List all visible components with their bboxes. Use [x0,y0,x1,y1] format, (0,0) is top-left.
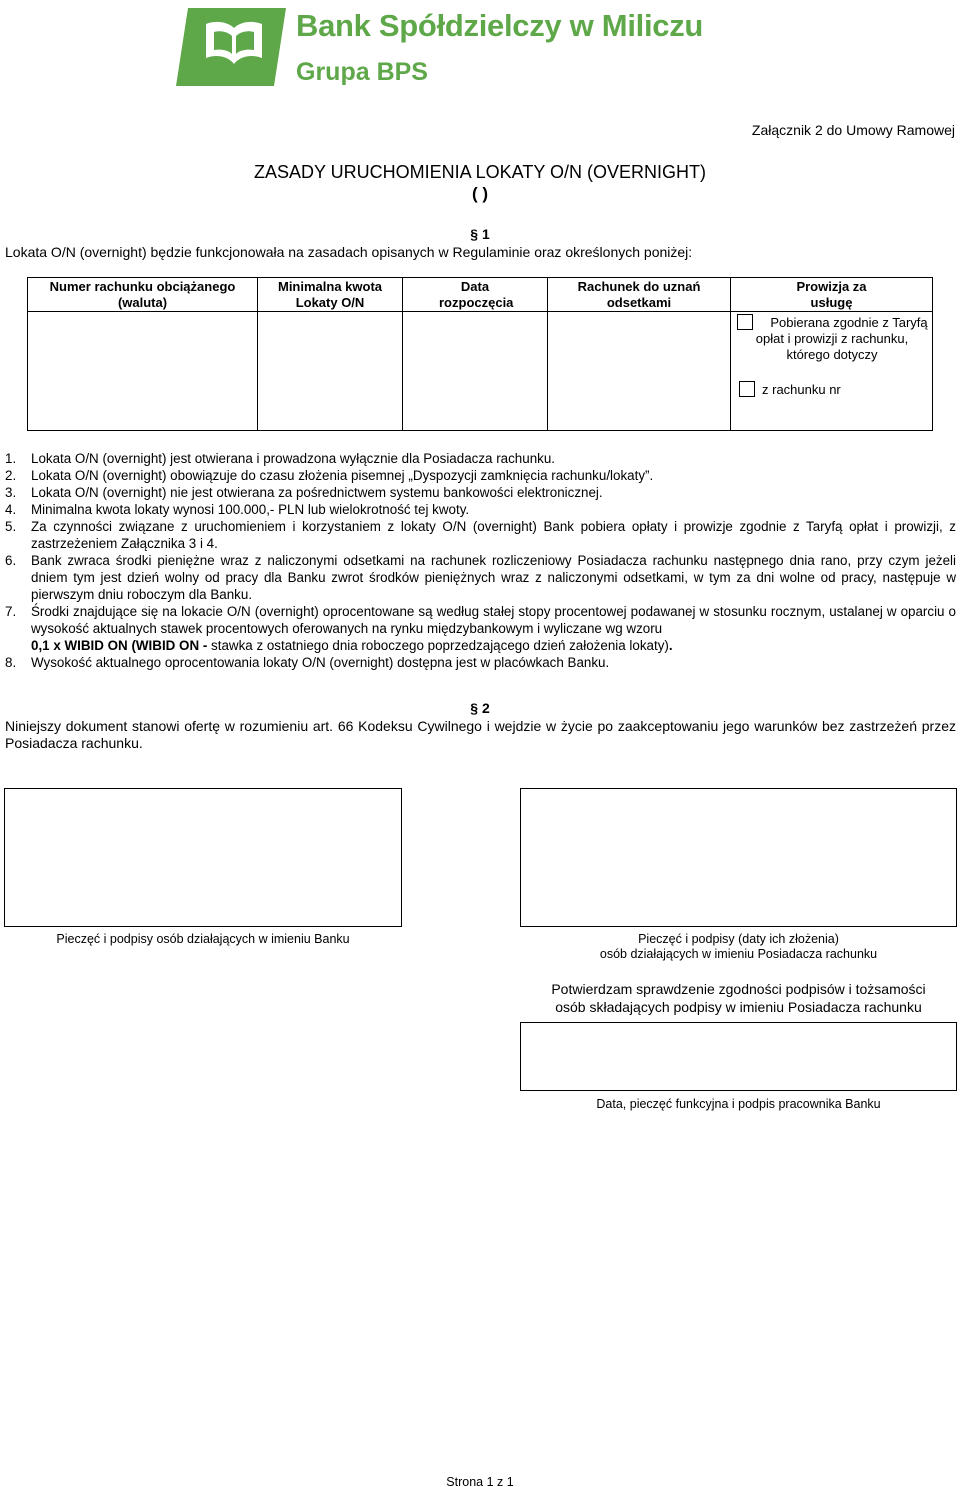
list-item: 1. Lokata O/N (overnight) jest otwierana i prowadzona wyłącznie dla Posiadacza rachunku. [5,451,556,466]
list-item: 3. Lokata O/N (overnight) nie jest otwierana za pośrednictwem systemu bankowości elektronicznej. [5,485,603,500]
bank-name: Bank Spółdzielczy w Miliczu [296,8,704,43]
rules-list [5,450,956,671]
account-checkbox[interactable] [739,381,755,397]
employee-signature-caption: Data, pieczęć funkcyjna i podpis pracownika Banku [596,1097,881,1111]
bank-signature-caption: Pieczęć i podpisy osób działających w imieniu Banku [56,932,350,946]
list-item: 6. Bank zwraca środki pieniężne wraz z naliczonymi odsetkami na rachunek rozliczeniowy Posiadacza rachunku następnego dnia rano, przy czym jeżeli dniem tym jest dzień wolny od pracy dla Banku zwrot środków pieniężnych wraz z naliczonymi odsetkami, w tym za dni wolne od pracy, następuje w pierwszym dniu roboczym dla Banku. [5,553,956,602]
bank-signature-box[interactable] [4,788,402,927]
column-interest-account [548,278,731,430]
header-commission: Prowizja za usługę [731,278,932,312]
bank-logo [176,8,736,93]
bank-group: Grupa BPS [296,58,428,86]
header-account: Numer rachunku obciążanego (waluta) [28,278,257,312]
column-commission [731,278,932,430]
client-signature-caption: Pieczęć i podpisy (daty ich złożenia) osób działających w imieniu Posiadacza rachunku [599,932,878,961]
interest-formula-note: stawka z ostatniego dnia roboczego poprzedzającego dzień założenia lokaty) [207,638,669,653]
deposit-table [27,277,933,431]
section-2-heading: § 2 [470,700,490,716]
annex-label: Załącznik 2 do Umowy Ramowej [751,122,955,138]
list-item: 2. Lokata O/N (overnight) obowiązuje do czasu złożenia pisemnej „Dyspozycji zamknięcia rachunku/lokaty”. [5,468,654,483]
section-1-heading: § 1 [470,226,490,242]
bank-logo-icon [176,8,286,88]
list-item: 4. Minimalna kwota lokaty wynosi 100.000,- PLN lub wielokrotność tej kwoty. [5,502,470,517]
document-title: ZASADY URUCHOMIENIA LOKATY O/N (OVERNIGHT) [253,162,707,182]
employee-signature-box[interactable] [520,1022,957,1091]
column-start-date [403,278,548,430]
column-min-amount [258,278,403,430]
section-2-text: Niniejszy dokument stanowi ofertę w rozumieniu art. 66 Kodeksu Cywilnego i wejdzie w życie po zaakceptowaniu jego warunków bez zastrzeżeń przez Posiadacza rachunku. [5,718,956,751]
account-option-label: z rachunku nr [762,382,841,397]
section-1-intro: Lokata O/N (overnight) będzie funkcjonowała na zasadach opisanych w Regulaminie oraz określonych poniżej: [5,244,693,260]
tariff-option-label: Pobierana zgodnie z Taryfą opłat i prowizji z rachunku, którego dotyczy [755,315,928,362]
page-number: Strona 1 z 1 [446,1475,514,1487]
signature-confirmation: Potwierdzam sprawdzenie zgodności podpisów i tożsamości osób składających podpisy w imieniu Posiadacza rachunku [551,981,926,1015]
list-item: 7. Środki znajdujące się na lokacie O/N (overnight) oprocentowane są według stałej stopy procentowej podawanej w stosunku rocznym, ustalanej w oparciu o wysokość aktualnych stawek procentowych oferowanych na rynku międzybankowym i wyliczane wg wzoru 0,1 x WIBID ON (WIBID ON - stawka z ostatniego dnia roboczego poprzedzającego dzień założenia lokaty). [5,604,956,653]
header-interest-account: Rachunek do uznań odsetkami [548,278,730,312]
header-min-amount: Minimalna kwota Lokaty O/N [258,278,402,312]
client-signature-box[interactable] [520,788,957,927]
list-item: 8. Wysokość aktualnego oprocentowania lokaty O/N (overnight) dostępna jest w placówkach Banku. [5,655,610,670]
title-paren: ( ) [471,184,489,203]
column-account [28,278,258,430]
list-item: 5. Za czynności związane z uruchomieniem i korzystaniem z lokaty O/N (overnight) Bank pobiera opłaty i prowizje zgodnie z Taryfą opłat i prowizji, z zastrzeżeniem Załącznika 3 i 4. [5,519,956,551]
interest-formula: 0,1 x WIBID ON (WIBID ON - [31,638,208,653]
header-start-date: Data rozpoczęcia [403,278,547,312]
